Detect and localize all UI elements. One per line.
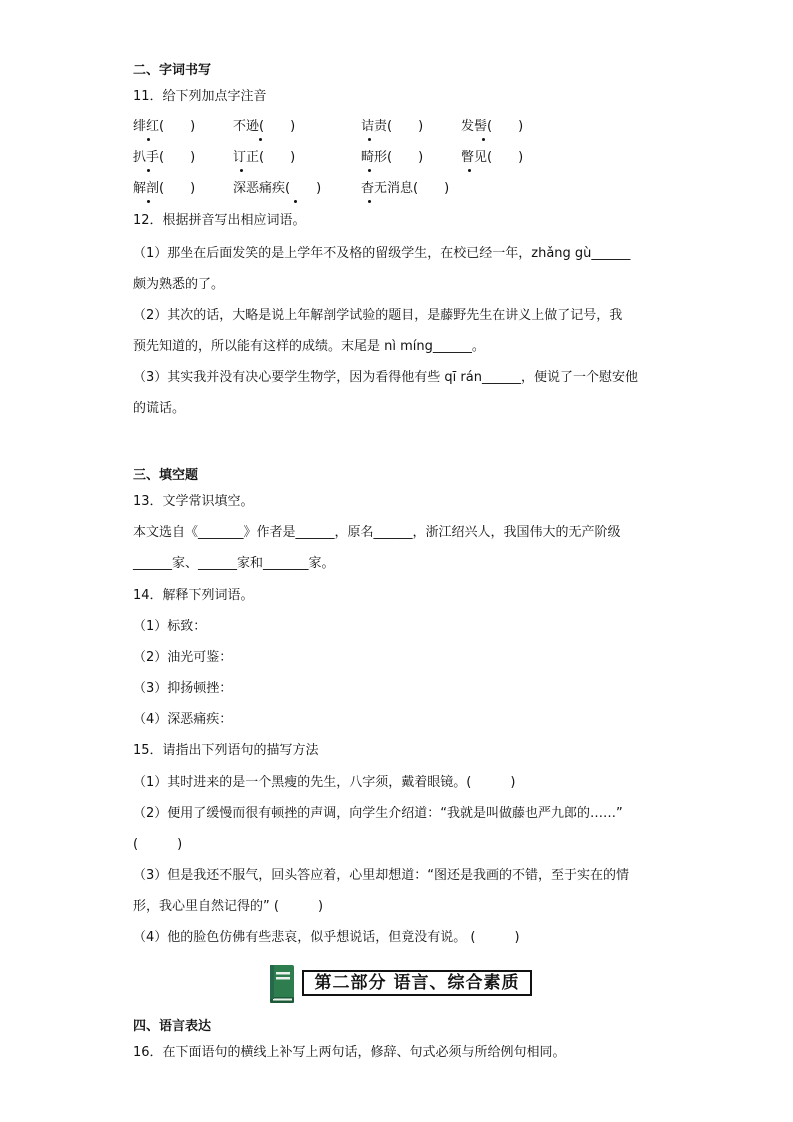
q11-item: 订正( ) — [233, 150, 296, 165]
section-heading-fill-blank: 三、填空题 — [133, 468, 199, 483]
q13-line2: ______家、______家和_______家。 — [133, 556, 335, 571]
part-two-banner — [268, 964, 536, 1006]
q14-item: （4）深恶痛疾： — [133, 712, 233, 727]
emphasis-dot — [368, 200, 371, 203]
q11-item: 不逊( ) — [233, 119, 296, 134]
q12-part2-line2: 预先知道的，所以能有这样的成绩。末尾是 nì míng______。 — [133, 339, 485, 354]
question-13-prompt: 13．文学常识填空。 — [133, 494, 254, 509]
q15-item3-line1: （3）但是我还不服气，回头答应着，心里却想道：“图还是我画的不错，至于实在的情 — [133, 868, 630, 883]
q13-line1: 本文选自《_______》作者是______，原名______，浙江绍兴人，我国伟大的无产阶级 — [133, 525, 621, 540]
emphasis-dot — [368, 169, 371, 172]
book-icon — [268, 964, 298, 1004]
q14-item: （1）标致： — [133, 619, 207, 634]
q11-item: 瞥见( ) — [461, 150, 524, 165]
q12-part3-line2: 的谎话。 — [133, 401, 186, 416]
banner-title: 第二部分 语言、综合素质 — [302, 970, 532, 996]
q12-part1-line2: 颇为熟悉的了。 — [133, 277, 225, 292]
emphasis-dot — [259, 138, 262, 141]
q11-item: 畸形( ) — [361, 150, 424, 165]
q14-item: （2）油光可鉴： — [133, 650, 233, 665]
question-14-prompt: 14．解释下列词语。 — [133, 588, 254, 603]
q15-item4: （4）他的脸色仿佛有些悲哀，似乎想说话，但竟没有说。 ( ) — [133, 930, 520, 945]
q11-item: 杳无消息( ) — [361, 181, 450, 196]
section-heading-language-expression: 四、语言表达 — [133, 1019, 212, 1034]
question-16-prompt: 16．在下面语句的横线上补写上两句话，修辞、句式必须与所给例句相同。 — [133, 1045, 566, 1060]
section-heading-word-writing: 二、字词书写 — [133, 63, 212, 78]
question-12-prompt: 12．根据拼音写出相应词语。 — [133, 213, 306, 228]
q12-part1-line1: （1）那坐在后面发笑的是上学年不及格的留级学生，在校已经一年，zhǎng gù______ — [133, 246, 631, 261]
q15-item2-line2: ( ) — [133, 837, 183, 852]
q15-item3-line2: 形，我心里自然记得的” ( ) — [133, 899, 324, 914]
q12-part3-line1: （3）其实我并没有决心要学生物学，因为看得他有些 qī rán______，便说了一个慰安他 — [133, 370, 638, 385]
q14-item: （3）抑扬顿挫： — [133, 681, 233, 696]
emphasis-dot — [368, 138, 371, 141]
q15-item2-line1: （2）便用了缓慢而很有顿挫的声调，向学生介绍道：“我就是叫做藤也严九郎的……” — [133, 806, 623, 821]
emphasis-dot — [147, 138, 150, 141]
q15-item1: （1）其时进来的是一个黑瘦的先生，八字须，戴着眼镜。( ) — [133, 775, 516, 790]
emphasis-dot — [240, 169, 243, 172]
emphasis-dot — [147, 169, 150, 172]
q11-item: 深恶痛疾( ) — [233, 181, 322, 196]
q11-item: 诘责( ) — [361, 119, 424, 134]
question-15-prompt: 15．请指出下列语句的描写方法 — [133, 743, 319, 758]
q11-item: 扒手( ) — [133, 150, 196, 165]
emphasis-dot — [482, 138, 485, 141]
q11-item: 解剖( ) — [133, 181, 196, 196]
q11-item: 绯红( ) — [133, 119, 196, 134]
q12-part2-line1: （2）其次的话，大略是说上年解剖学试验的题目，是藤野先生在讲义上做了记号，我 — [133, 308, 623, 323]
emphasis-dot — [147, 200, 150, 203]
question-11-prompt: 11．给下列加点字注音 — [133, 89, 267, 104]
emphasis-dot — [294, 200, 297, 203]
emphasis-dot — [468, 169, 471, 172]
q11-item: 发髻( ) — [461, 119, 524, 134]
